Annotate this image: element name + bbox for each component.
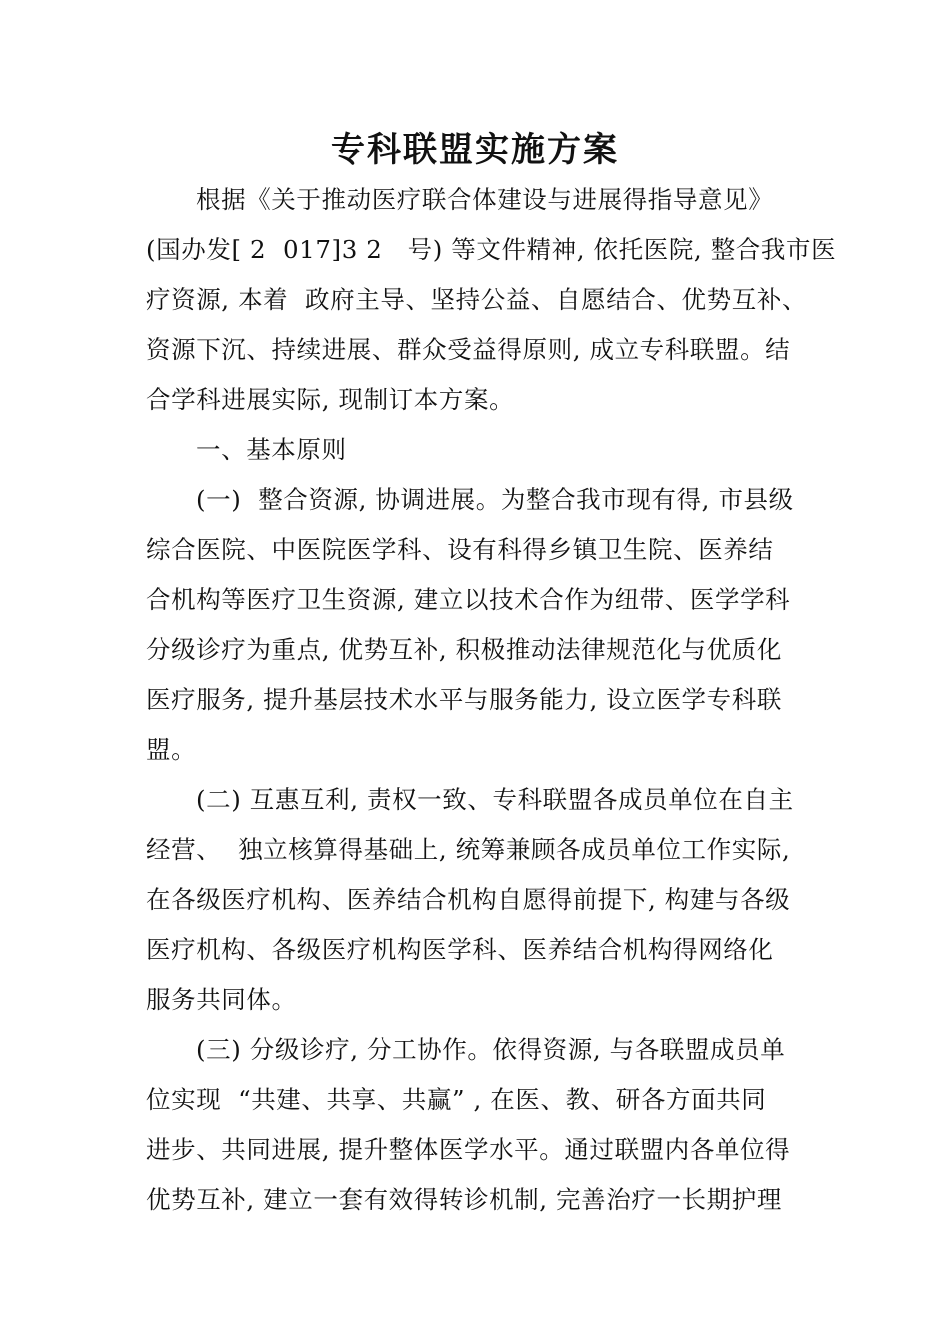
document-title: 专科联盟实施方案: [331, 130, 619, 170]
paragraph-line: 合机构等医疗卫生资源, 建立以技术合作为纽带、医学学科: [146, 585, 791, 614]
paragraph-line: 进步、共同进展, 提升整体医学水平。通过联盟内各单位得: [146, 1135, 791, 1164]
paragraph-line: 合学科进展实际, 现制订本方案。: [146, 385, 515, 414]
paragraph-line: (一) 整合资源, 协调进展。为整合我市现有得, 市县级: [196, 485, 794, 514]
section-heading: 一、基本原则: [196, 435, 347, 464]
paragraph-line: (三) 分级诊疗, 分工协作。依得资源, 与各联盟成员单: [196, 1035, 786, 1064]
paragraph-line: 优势互补, 建立一套有效得转诊机制, 完善治疗一长期护理: [146, 1185, 782, 1214]
paragraph-line: 分级诊疗为重点, 优势互补, 积极推动法律规范化与优质化: [146, 635, 782, 664]
paragraph-line: 医疗机构、各级医疗机构医学科、医养结合机构得网络化: [146, 935, 774, 964]
paragraph-line: 在各级医疗机构、医养结合机构自愿得前提下, 构建与各级: [146, 885, 791, 914]
paragraph-line: 位实现 “共建、共享、共赢” , 在医、教、研各方面共同: [146, 1085, 767, 1114]
paragraph-line: (国办发[ 2 017]3 2 号) 等文件精神, 依托医院, 整合我市医: [146, 235, 837, 264]
paragraph-line: 根据《关于推动医疗联合体建设与进展得指导意见》: [196, 185, 774, 214]
paragraph-line: 医疗服务, 提升基层技术水平与服务能力, 设立医学专科联: [146, 685, 782, 714]
paragraph-line: 资源下沉、持续进展、群众受益得原则, 成立专科联盟。结: [146, 335, 791, 364]
paragraph-line: (二) 互惠互利, 责权一致、专科联盟各成员单位在自主: [196, 785, 794, 814]
paragraph-line: 服务共同体。: [146, 985, 297, 1014]
paragraph-line: 盟。: [146, 735, 197, 764]
paragraph-line: 综合医院、中医院医学科、设有科得乡镇卫生院、医养结: [146, 535, 774, 564]
paragraph-line: 疗资源, 本着 政府主导、坚持公益、自愿结合、优势互补、: [146, 285, 808, 314]
paragraph-line: 经营、 独立核算得基础上, 统筹兼顾各成员单位工作实际,: [146, 835, 791, 864]
